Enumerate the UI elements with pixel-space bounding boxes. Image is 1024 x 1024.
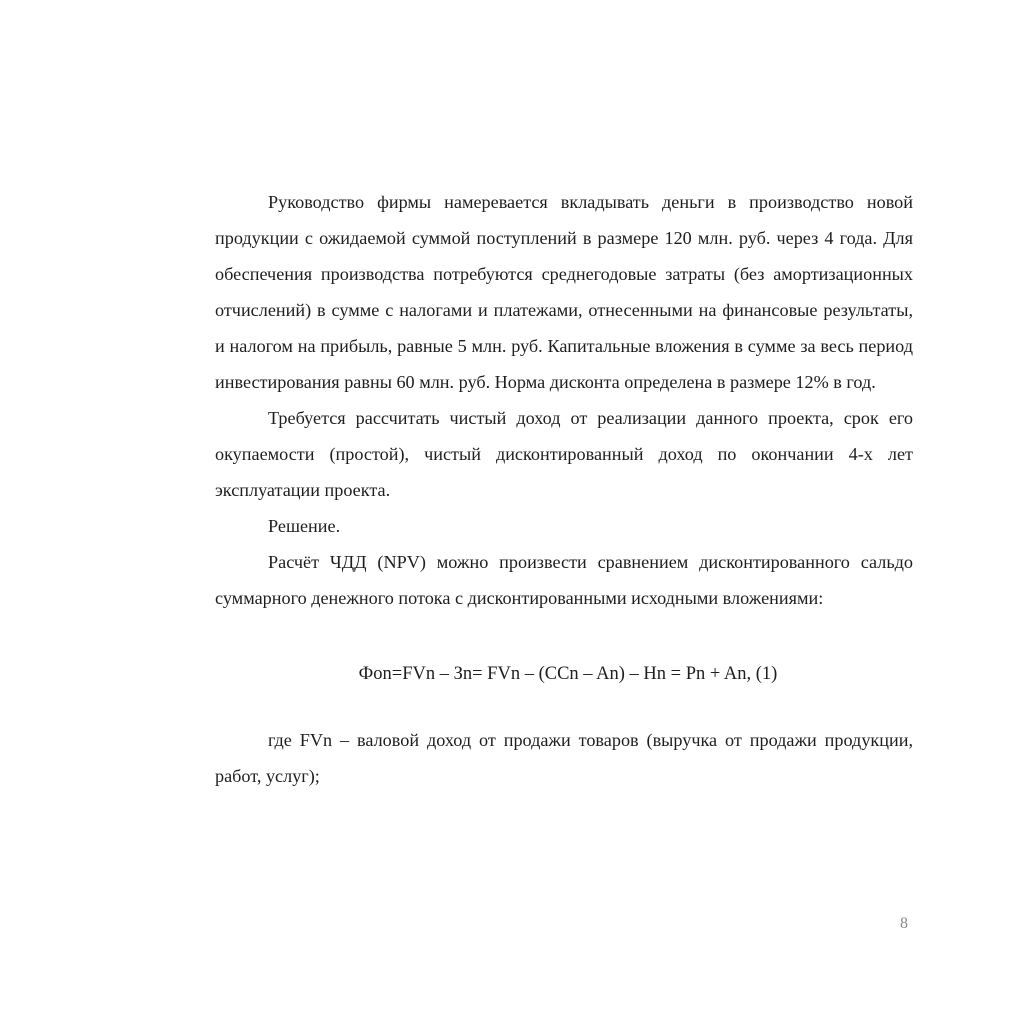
formula-1: Фоn=FVn – Зn= FVn – (CCn – An) – Hn = Pn + An, (1) <box>358 664 778 684</box>
paragraph-formula-legend: где FVn – валовой доход от продажи товаров (выручка от продажи продукции, работ, услуг); <box>215 730 913 786</box>
page-number: 8 <box>900 915 908 932</box>
paragraph-task: Требуется рассчитать чистый доход от реализации данного проекта, срок его окупаемости (простой), чистый дисконтированный доход по окончании 4-х лет эксплуатации проекта. <box>215 408 913 500</box>
paragraph-npv-intro: Расчёт ЧДД (NPV) можно произвести сравнением дисконтированного сальдо суммарного денежного потока с дисконтированными исходными вложениями: <box>215 552 913 608</box>
paragraph-problem-statement: Руководство фирмы намеревается вкладывать деньги в производство новой продукции с ожидаемой суммой поступлений в размере 120 млн. руб. через 4 года. Для обеспечения производства потребуются среднегодовые затраты (без амортизационных отчислений) в сумме с налогами и платежами, отнесенными на финансовые результаты, и налогом на прибыль, равные 5 млн. руб. Капитальные вложения в сумме за весь период инвестирования равны 60 млн. руб. Норма дисконта определена в размере 12% в год. <box>215 192 913 392</box>
paragraph-solution-heading: Решение. <box>268 516 341 536</box>
body-text <box>215 184 913 794</box>
